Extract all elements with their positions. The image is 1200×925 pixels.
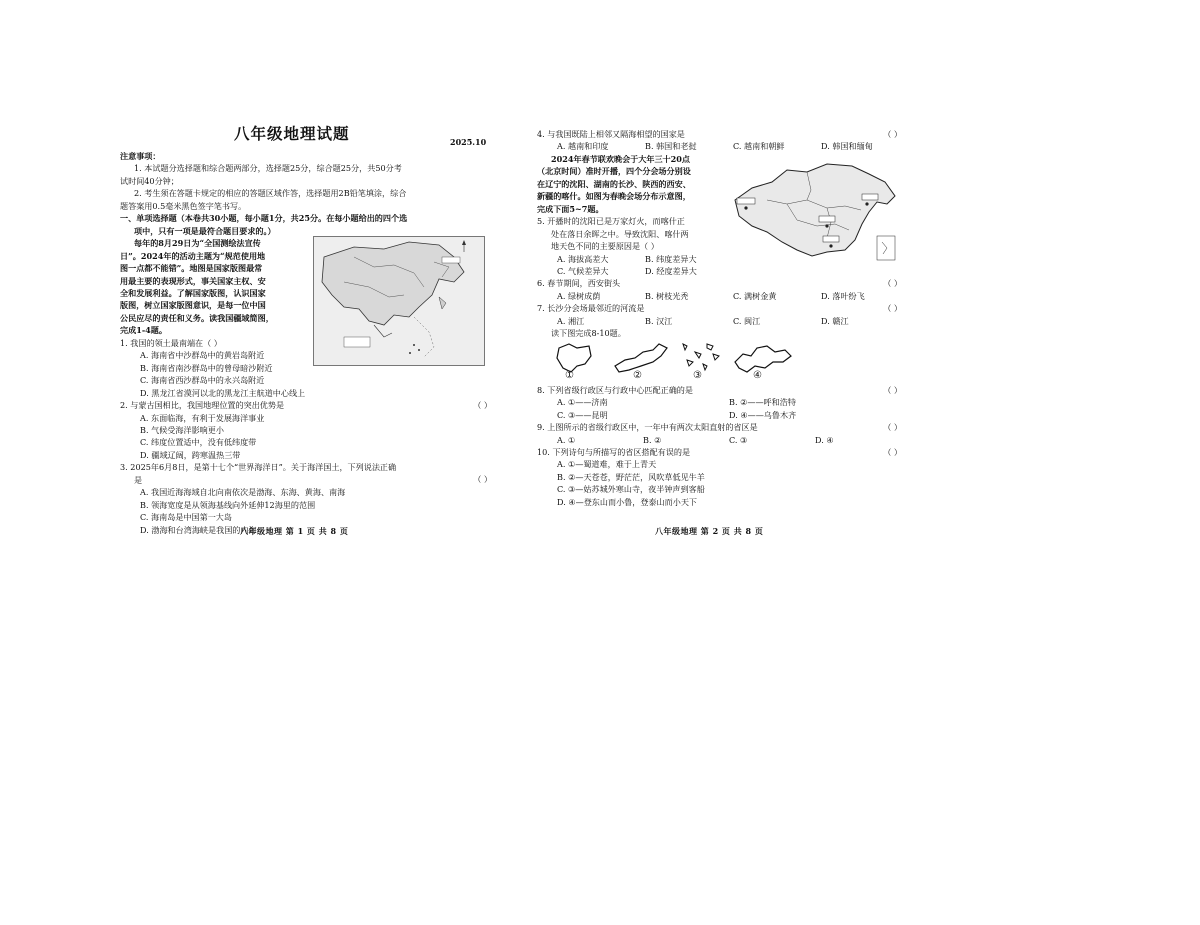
exam-page-1	[120, 124, 492, 536]
option-b[interactable]: B. 海南省南沙群岛中的曾母暗沙附近	[140, 362, 273, 373]
page-footer: 八年级地理 第 1 页 共 8 页	[240, 526, 349, 536]
option-a[interactable]: A. 绿树成荫	[557, 290, 601, 301]
question-stem: 2. 与蒙古国相比，我国地理位置的突出优势是	[120, 400, 285, 411]
section-heading-cont: 项中，只有一项是最符合题目要求的。）	[134, 225, 276, 236]
intro-line: 2024年春节联欢晚会于大年三十20点	[551, 153, 691, 164]
options-row	[537, 396, 902, 408]
answer-paren: （ ）	[883, 384, 902, 395]
option-c[interactable]: C. 闽江	[733, 315, 761, 326]
section-heading: 一、单项选择题（本卷共30小题，每小题1分，共25分。在每小题给出的四个选	[120, 213, 408, 224]
options-row	[537, 315, 902, 327]
note-line: 试时间40分钟；	[120, 175, 179, 186]
answer-paren: （ ）	[883, 446, 902, 457]
option-c[interactable]: C. 海南省西沙群岛中的永兴岛附近	[140, 375, 265, 386]
shape-label-1: ①	[565, 369, 574, 381]
question-stem: 6. 春节期间，西安街头	[537, 278, 621, 289]
question-stem: 10. 下列诗句与所描写的省区搭配有误的是	[537, 446, 691, 457]
options-row	[537, 140, 902, 152]
answer-paren: （ ）	[883, 303, 902, 314]
option-d[interactable]: D. ④——乌鲁木齐	[729, 409, 797, 420]
option-a[interactable]: A. ①——济南	[557, 397, 608, 408]
intro-line: 每年的8月29日为“全国测绘法宣传	[134, 238, 261, 249]
question-10	[537, 446, 902, 508]
shape-label-3: ③	[693, 369, 702, 381]
option-b[interactable]: B. ②	[643, 434, 662, 445]
answer-paren: （ ）	[473, 400, 492, 411]
intro-line: 新疆的喀什。如图为春晚会场分布示意图，	[537, 191, 691, 202]
province-shape-1	[555, 342, 595, 374]
option-b[interactable]: B. ②—天苍苍，野茫茫，风吹草低见牛羊	[557, 471, 705, 482]
answer-paren: （ ）	[883, 278, 902, 289]
intro-line: 完成下面5~7题。	[537, 203, 604, 214]
option-d[interactable]: D. 韩国和缅甸	[821, 141, 873, 152]
option-d[interactable]: D. 落叶纷飞	[821, 290, 865, 301]
option-b[interactable]: B. 韩国和老挝	[645, 141, 697, 152]
option-d[interactable]: D. ④—登东山而小鲁，登泰山而小天下	[557, 496, 698, 507]
option-d[interactable]: D. 黑龙江省漠河以北的黑龙江主航道中心线上	[140, 387, 306, 398]
option-b[interactable]: B. 领海宽度是从领海基线向外延伸12海里的范围	[140, 499, 316, 510]
option-d[interactable]: D. 赣江	[821, 315, 849, 326]
note-line: 2. 考生须在答题卡规定的相应的答题区域作答，选择题用2B铅笔填涂，综合	[134, 188, 407, 199]
option-a[interactable]: A. ①—蜀道难，难于上青天	[557, 459, 657, 470]
intro-line: 在辽宁的沈阳、湖南的长沙、陕西的西安、	[537, 178, 691, 189]
options-row	[537, 434, 902, 446]
option-c[interactable]: C. ③—姑苏城外寒山寺，夜半钟声到客船	[557, 484, 705, 495]
question-2	[120, 399, 492, 461]
answer-paren: （ ）	[473, 474, 492, 485]
options-row	[537, 265, 902, 277]
question-stem: 4. 与我国既陆上相邻又隔海相望的国家是	[537, 129, 685, 139]
option-b[interactable]: B. 树枝光秃	[645, 290, 689, 301]
option-c[interactable]: C. 纬度位置适中，没有低纬度带	[140, 437, 257, 448]
exam-date: 2025.10	[450, 137, 487, 147]
question-stem: 5. 开播时的沈阳已是万家灯火，而喀什正	[537, 216, 685, 227]
option-d[interactable]: D. ④	[815, 434, 834, 445]
intro-passage-2	[537, 153, 727, 215]
option-d[interactable]: D. 渤海和台湾海峡是我国的内海	[140, 524, 257, 535]
question-stem-cont: 处在落日余晖之中。导致沈阳、喀什两	[551, 228, 689, 239]
question-8	[537, 384, 902, 421]
intro-line: 日”。2024年的活动主题为“规范使用地	[120, 250, 266, 261]
option-a[interactable]: A. 海拔高差大	[557, 253, 609, 264]
question-7	[537, 302, 902, 327]
question-stem: 8. 下列省级行政区与行政中心匹配正确的是	[537, 384, 693, 395]
title-row	[120, 124, 492, 150]
intro-line: 版图，树立国家版图意识，是每一位中国	[120, 300, 266, 311]
read-map-instruction: 读下图完成8-10题。	[551, 328, 626, 339]
option-b[interactable]: B. 汉江	[645, 315, 673, 326]
option-c[interactable]: C. ③——昆明	[557, 409, 608, 420]
option-c[interactable]: C. 海南岛是中国第一大岛	[140, 512, 232, 523]
option-d[interactable]: D. 经度差异大	[645, 265, 697, 276]
intro-line: （北京时间）准时开播，四个分会场分别设	[537, 166, 691, 177]
option-b[interactable]: B. 气候受海洋影响更小	[140, 424, 224, 435]
question-4	[537, 128, 902, 153]
options-row	[537, 253, 902, 265]
intro-passage	[120, 237, 308, 337]
answer-paren: （ ）	[883, 422, 902, 433]
notes-heading: 注意事项：	[120, 151, 161, 161]
shape-label-2: ②	[633, 369, 642, 381]
question-stem: 9. 上图所示的省级行政区中，一年中有两次太阳直射的省区是	[537, 422, 758, 433]
option-a[interactable]: A. 东面临海，有利于发展海洋事业	[140, 412, 265, 423]
page-footer: 八年级地理 第 2 页 共 8 页	[655, 526, 764, 536]
option-a[interactable]: A. 越南和印度	[557, 141, 609, 152]
note-line: 1. 本试题分选择题和综合题两部分，选择题25分，综合题25分，共50分考	[134, 163, 402, 174]
question-1	[120, 337, 492, 399]
question-stem: 1. 我国的领土最南端在（ ）	[120, 337, 222, 348]
intro-line: 完成1-4题。	[120, 325, 167, 336]
exam-title: 八年级地理试题	[234, 124, 350, 143]
option-c[interactable]: C. 满树金黄	[733, 290, 777, 301]
option-c[interactable]: C. 越南和朝鲜	[733, 141, 785, 152]
answer-paren: （ ）	[883, 129, 902, 139]
option-a[interactable]: A. 湘江	[557, 315, 585, 326]
intro-line: 用最主要的表现形式，事关国家主权、安	[120, 275, 266, 286]
options-row	[537, 290, 902, 302]
options-row	[537, 409, 902, 421]
note-line: 题答案用0.5毫米黑色签字笔书写。	[120, 200, 247, 211]
question-stem: 3. 2025年6月8日，是第十七个“世界海洋日”。关于海洋国土，下列说法正确	[120, 462, 397, 473]
question-5	[537, 215, 902, 277]
question-6	[537, 277, 902, 302]
question-stem-cont: 是	[134, 474, 143, 485]
option-c[interactable]: C. 气候差异大	[557, 265, 609, 276]
province-shape-4	[733, 342, 793, 374]
question-stem-cont: 地天色不同的主要原因是（ ）	[551, 241, 659, 252]
province-shapes	[537, 342, 902, 382]
shape-label-4: ④	[753, 369, 762, 381]
intro-line: 公民应尽的责任和义务。读我国疆域简图，	[120, 312, 274, 323]
option-a[interactable]: A. 我国近海海域自北向南依次是渤海、东海、黄海、南海	[140, 487, 346, 498]
option-b[interactable]: B. ②——呼和浩特	[729, 397, 796, 408]
option-d[interactable]: D. 疆域辽阔，跨寒温热三带	[140, 449, 241, 460]
option-c[interactable]: C. ③	[729, 434, 748, 445]
question-stem: 7. 长沙分会场最邻近的河流是	[537, 303, 645, 314]
intro-line: 图一点都不能错”。地图是国家版图最常	[120, 263, 263, 274]
intro-line: 全和发展利益。了解国家版图，认识国家	[120, 287, 266, 298]
question-9	[537, 421, 902, 446]
option-a[interactable]: A. ①	[557, 434, 576, 445]
option-a[interactable]: A. 海南省中沙群岛中的黄岩岛附近	[140, 350, 265, 361]
option-b[interactable]: B. 纬度差异大	[645, 253, 697, 264]
exam-page-2	[537, 128, 902, 536]
